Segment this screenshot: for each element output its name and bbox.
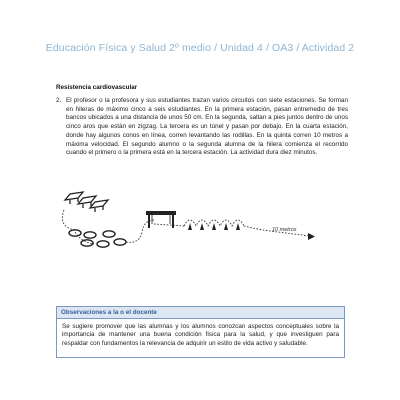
hoop	[84, 232, 96, 238]
activity-item	[56, 97, 348, 158]
bench	[78, 196, 96, 208]
observations-box	[56, 306, 345, 358]
circuit-diagram	[50, 186, 350, 286]
bench	[90, 200, 108, 212]
activity-text: El profesor o la profesora y sus estudiantes trazan varios circuitos con siete estaciones. Se forman en hileras de máximo cinco a seis estudiantes. En la primera estación, pasan entremedio de tres bancos ubicados a una distancia de unos 50 cm. En la segunda, saltan a pies juntos dentro de unos cinco aros que están en zigzag. La tercera es un túnel y pasan por debajo. En la cuarta estación, donde hay algunos conos en línea, corren levantando las rodillas. En la quinta corren 10 metros a máxima velocidad. El segundo alumno o la segunda alumna de la hilera comienza el recorrido cuando el primero o la primera está en la tercera estación. La actividad dura diez minutos.	[66, 97, 348, 157]
distance-label: 10 metros	[272, 227, 297, 233]
cone	[224, 223, 228, 230]
activity-number: 2.	[56, 97, 62, 104]
hoop	[114, 239, 126, 245]
hoop	[69, 230, 81, 236]
route-path	[62, 210, 94, 244]
section-heading: Resistencia cardiovascular	[56, 84, 138, 91]
hoop	[103, 231, 115, 237]
cone	[236, 223, 240, 230]
observations-text: Se sugiere promover que las alumnas y los alumnos conozcan aspectos conceptuales sobre la importancia de mantener una buena condición física para la salud, y que investiguen para respaldar con fundamentos la relevancia de adquirir un estilo de vida activo y saludable.	[62, 323, 339, 347]
hoop	[81, 240, 93, 246]
observations-title: Observaciones a la o el docente	[57, 307, 344, 319]
hoop	[97, 241, 109, 247]
cone	[200, 223, 204, 230]
cone	[188, 223, 192, 230]
arrow-head	[308, 233, 315, 240]
route-path	[154, 224, 184, 226]
cone	[212, 223, 216, 230]
page-title: Educación Física y Salud 2º medio / Unidad 4 / OA3 / Actividad 2	[45, 42, 355, 54]
